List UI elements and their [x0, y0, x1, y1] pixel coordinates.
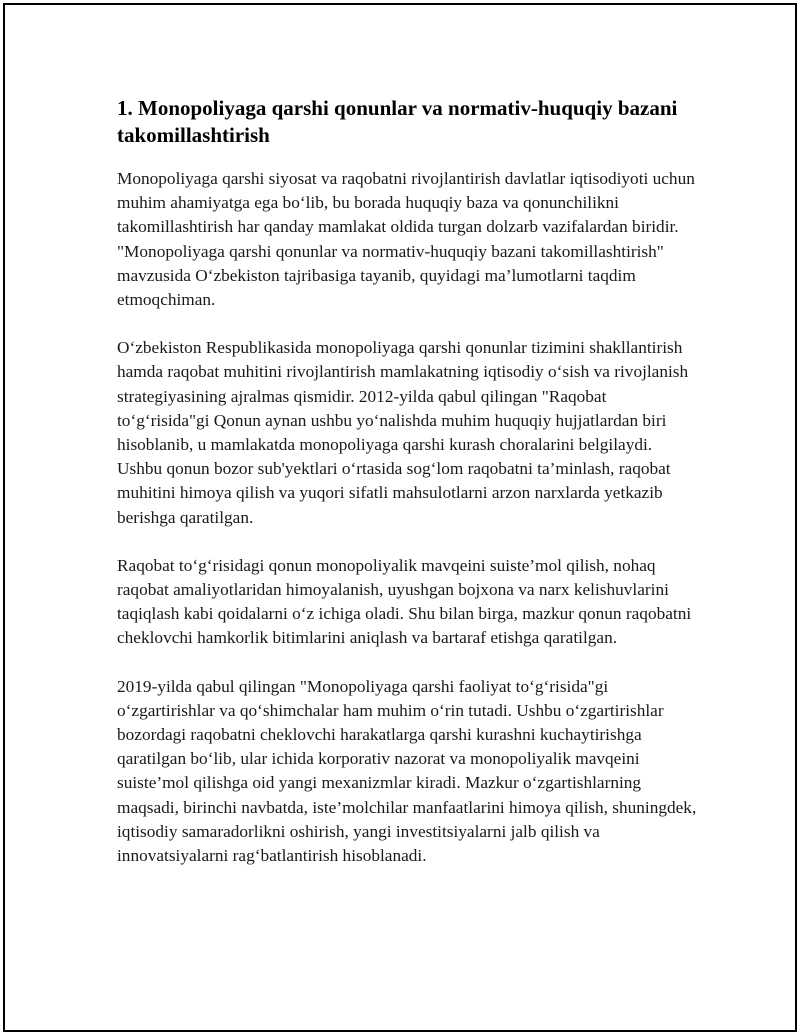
section-heading: 1. Monopoliyaga qarshi qonunlar va normativ-huquqiy bazani takomillashtirish — [117, 96, 678, 147]
document-body — [117, 95, 697, 892]
paragraph-law-provisions: Raqobat to‘g‘risidagi qonun monopoliyalik mavqeini suiste’mol qilish, nohaq raqobat amaliyotlaridan himoyalanish, uyushgan bojxona va narx kelishuvlarini taqiqlash kabi qoidalarni o‘z ichiga oladi. Shu bilan birga, mazkur qonun raqobatni cheklovchi hamkorlik bitimlarini aniqlash va bartaraf etishga qaratilgan. — [117, 555, 692, 648]
paragraph-competition-law: O‘zbekiston Respublikasida monopoliyaga qarshi qonunlar tizimini shakllantirish hamda raqobat muhitini rivojlantirish mamlakatning iqtisodiy o‘sish va rivojlanish strategiyasining ajralmas qismidir. 2012-yilda qabul qilingan "Raqobat to‘g‘risida"gi Qonun aynan ushbu yo‘nalishda muhim huquqiy hujjatlardan biri hisoblanib, u mamlakatda monopoliyaga qarshi kurash choralarini belgilaydi. Ushbu qonun bozor sub'yektlari o‘rtasida sog‘lom raqobatni ta’minlash, raqobat muhitini himoya qilish va yuqori sifatli mahsulotlarni arzon narxlarda yetkazib berishga qaratilgan. — [117, 338, 689, 527]
paragraph-2019-amendments: 2019-yilda qabul qilingan "Monopoliyaga qarshi faoliyat to‘g‘risida"gi o‘zgartirishlar va qo‘shimchalar ham muhim o‘rin tutadi. Ushbu o‘zgartirishlar bozordagi raqobatni cheklovchi harakatlarga qarshi kurashni kuchaytirishga qaratilgan bo‘lib, ular ichida korporativ nazorat va monopoliyalik mavqeini suiste’mol qilishga oid yangi mexanizmlar kiradi. Mazkur o‘zgartishlarning maqsadi, birinchi navbatda, iste’molchilar manfaatlarini himoya qilish, shuningdek, iqtisodiy samaradorlikni oshirish, yangi investitsiyalarni jalb qilish va innovatsiyalarni rag‘batlantirish hisoblanadi. — [117, 676, 697, 866]
paragraph-intro: Monopoliyaga qarshi siyosat va raqobatni rivojlantirish davlatlar iqtisodiyoti uchun muhim ahamiyatga ega bo‘lib, bu borada huquqiy baza va qonunchilikni takomillashtirish har qanday mamlakat oldida turgan dolzarb vazifalardan biridir. "Monopoliyaga qarshi qonunlar va normativ-huquqiy bazani takomillashtirish" mavzusida O‘zbekiston tajribasiga tayanib, quyidagi ma’lumotlarni taqdim etmoqchiman. — [117, 169, 695, 310]
